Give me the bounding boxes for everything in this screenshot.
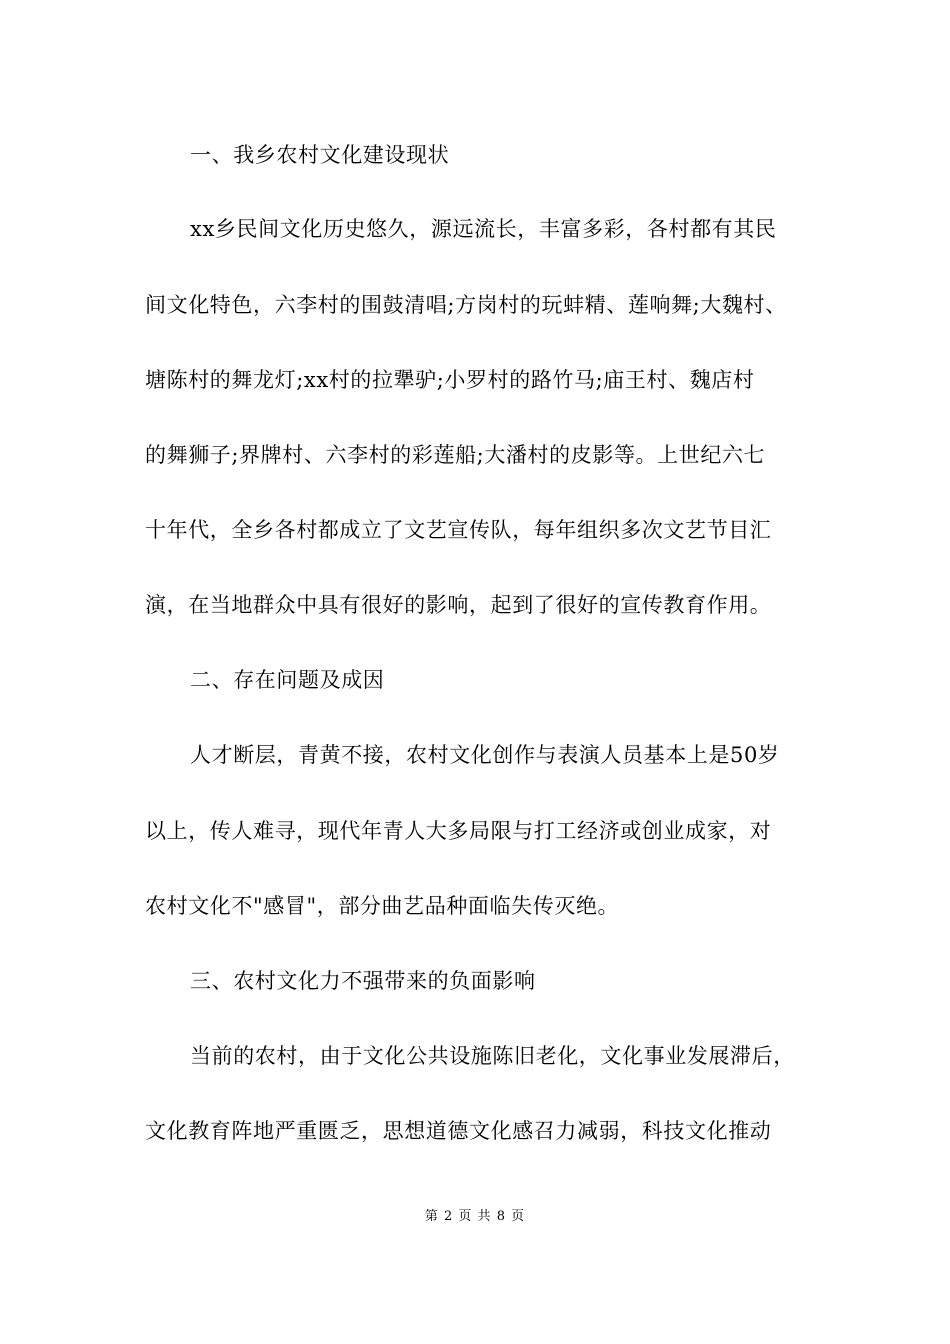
section-heading-3: 三、农村文化力不强带来的负面影响 (190, 969, 536, 993)
paragraph-line: 人才断层，青黄不接，农村文化创作与表演人员基本上是50岁 (190, 743, 780, 767)
section-heading-2: 二、存在问题及成因 (190, 668, 385, 692)
paragraph-line: 农村文化不"感冒"，部分曲艺品种面临失传灭绝。 (145, 894, 620, 918)
section-heading-1: 一、我乡农村文化建设现状 (190, 143, 450, 167)
paragraph-line: 以上，传人难寻，现代年青人大多局限与打工经济或创业成家，对 (145, 819, 772, 843)
paragraph-line: 的舞狮子;界牌村、六李村的彩莲船;大潘村的皮影等。上世纪六七 (145, 443, 766, 467)
paragraph-line: 演，在当地群众中具有很好的影响，起到了很好的宣传教育作用。 (145, 593, 772, 617)
paragraph-line: 间文化特色，六李村的围鼓清唱;方岗村的玩蚌精、莲响舞;大魏村、 (145, 293, 787, 317)
page-number: 第 2 页 共 8 页 (424, 1209, 526, 1224)
paragraph-line: 文化教育阵地严重匮乏，思想道德文化感召力减弱，科技文化推动 (145, 1119, 772, 1143)
paragraph-line: xx乡民间文化历史悠久，源远流长，丰富多彩，各村都有其民 (190, 217, 777, 241)
paragraph-line: 当前的农村，由于文化公共设施陈旧老化，文化事业发展滞后， (190, 1044, 795, 1068)
paragraph-line: 塘陈村的舞龙灯;xx村的拉犟驴;小罗村的路竹马;庙王村、魏店村 (145, 368, 755, 392)
paragraph-line: 十年代，全乡各村都成立了文艺宣传队，每年组织多次文艺节目汇 (145, 518, 772, 542)
